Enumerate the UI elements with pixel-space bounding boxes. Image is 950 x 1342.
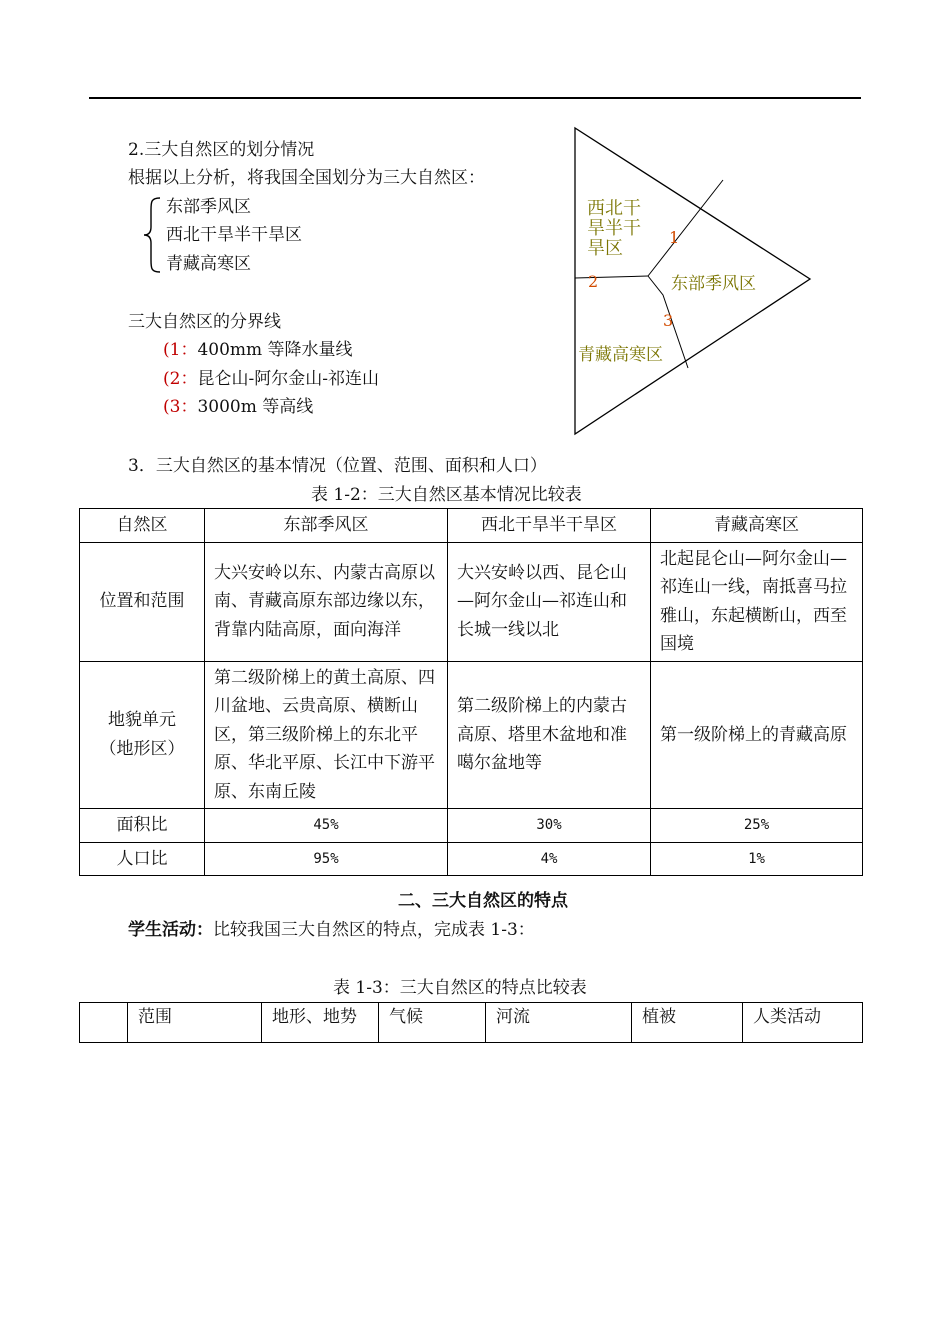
boundaries-heading: 三大自然区的分界线 [128,312,281,332]
row-label: 地貌单元（地形区） [80,661,205,809]
boundary-mark: (1： [163,340,198,360]
table-cell: 95% [205,842,448,876]
table-cell: 北起昆仑山—阿尔金山—祁连山一线，南抵喜马拉雅山，东起横断山，西至国境 [651,542,863,661]
boundary-item [163,395,313,419]
table-cell: 第二级阶梯上的黄土高原、四川盆地、云贵高原、横断山区，第三级阶梯上的东北平原、华北平原、长江中下游平原、东南丘陵 [205,661,448,809]
table-header-cell: 青藏高寒区 [651,509,863,543]
table-header-cell: 河流 [486,1003,632,1043]
northwest-label: 旱半干 [587,218,641,239]
boundary-item [163,338,353,362]
table-header-cell: 自然区 [80,509,205,543]
row-label: 面积比 [80,809,205,843]
table-cell: 4% [448,842,651,876]
section2-intro: 根据以上分析，将我国全国划分为三大自然区： [128,168,485,188]
features-table [79,1002,863,1043]
tibet-region-label: 青藏高寒区 [578,345,663,365]
part2-heading: 二、三大自然区的特点 [398,891,568,911]
table-cell: 30% [448,809,651,843]
table-header-cell: 西北干旱半干旱区 [448,509,651,543]
table-header-cell: 人类活动 [743,1003,863,1043]
regions-diagram [565,122,820,442]
table-header-row [80,509,863,543]
table-header-row [80,1003,863,1043]
boundary-line-1 [648,180,723,276]
brace-icon [142,196,164,274]
table-cell: 第一级阶梯上的青藏高原 [651,661,863,809]
row-label: 人口比 [80,842,205,876]
section3-heading: 3．三大自然区的基本情况（位置、范围、面积和人口） [128,456,547,476]
table-row [80,661,863,809]
table-cell: 第二级阶梯上的内蒙古高原、塔里木盆地和准噶尔盆地等 [448,661,651,809]
region-item: 青藏高寒区 [166,254,251,274]
row-label: 位置和范围 [80,542,205,661]
table-cell: 1% [651,842,863,876]
northwest-label: 西北干 [587,198,641,219]
section2-heading: 2.三大自然区的划分情况 [128,140,315,160]
table-cell: 45% [205,809,448,843]
table-cell: 大兴安岭以东、内蒙古高原以南、青藏高原东部边缘以东，背靠内陆高原，面向海洋 [205,542,448,661]
table-header-cell [80,1003,128,1043]
table-header-cell: 气候 [379,1003,486,1043]
table-row [80,842,863,876]
table-header-cell: 地形、地势 [262,1003,379,1043]
boundary-mark: (2： [163,369,198,389]
table-cell: 25% [651,809,863,843]
region-item: 西北干旱半干旱区 [166,225,302,245]
table-header-cell: 范围 [128,1003,262,1043]
northwest-label: 旱区 [587,238,623,259]
boundary-mark: (3： [163,397,198,417]
line-label: 2 [588,272,599,291]
region-item: 东部季风区 [166,197,251,217]
line-label: 1 [669,228,680,247]
boundary-text: 400mm 等降水量线 [197,340,353,360]
table-caption: 表 1-2：三大自然区基本情况比较表 [311,485,582,505]
table-cell: 大兴安岭以西、昆仑山—阿尔金山—祁连山和长城一线以北 [448,542,651,661]
table-header-cell: 东部季风区 [205,509,448,543]
table-header-cell: 植被 [632,1003,743,1043]
activity-text: 比较我国三大自然区的特点，完成表 1-3： [213,920,535,940]
comparison-table [79,508,863,876]
table-caption: 表 1-3：三大自然区的特点比较表 [333,978,587,998]
table-row [80,809,863,843]
boundary-text: 昆仑山-阿尔金山-祁连山 [197,369,379,389]
header-rule [89,97,861,99]
table-row [80,542,863,661]
line-label: 3 [663,311,674,330]
student-activity [128,918,535,942]
boundary-line-2 [575,276,648,278]
activity-label: 学生活动： [128,920,213,940]
boundary-item [163,367,379,391]
boundary-text: 3000m 等高线 [197,397,314,417]
east-region-label: 东部季风区 [671,274,756,294]
